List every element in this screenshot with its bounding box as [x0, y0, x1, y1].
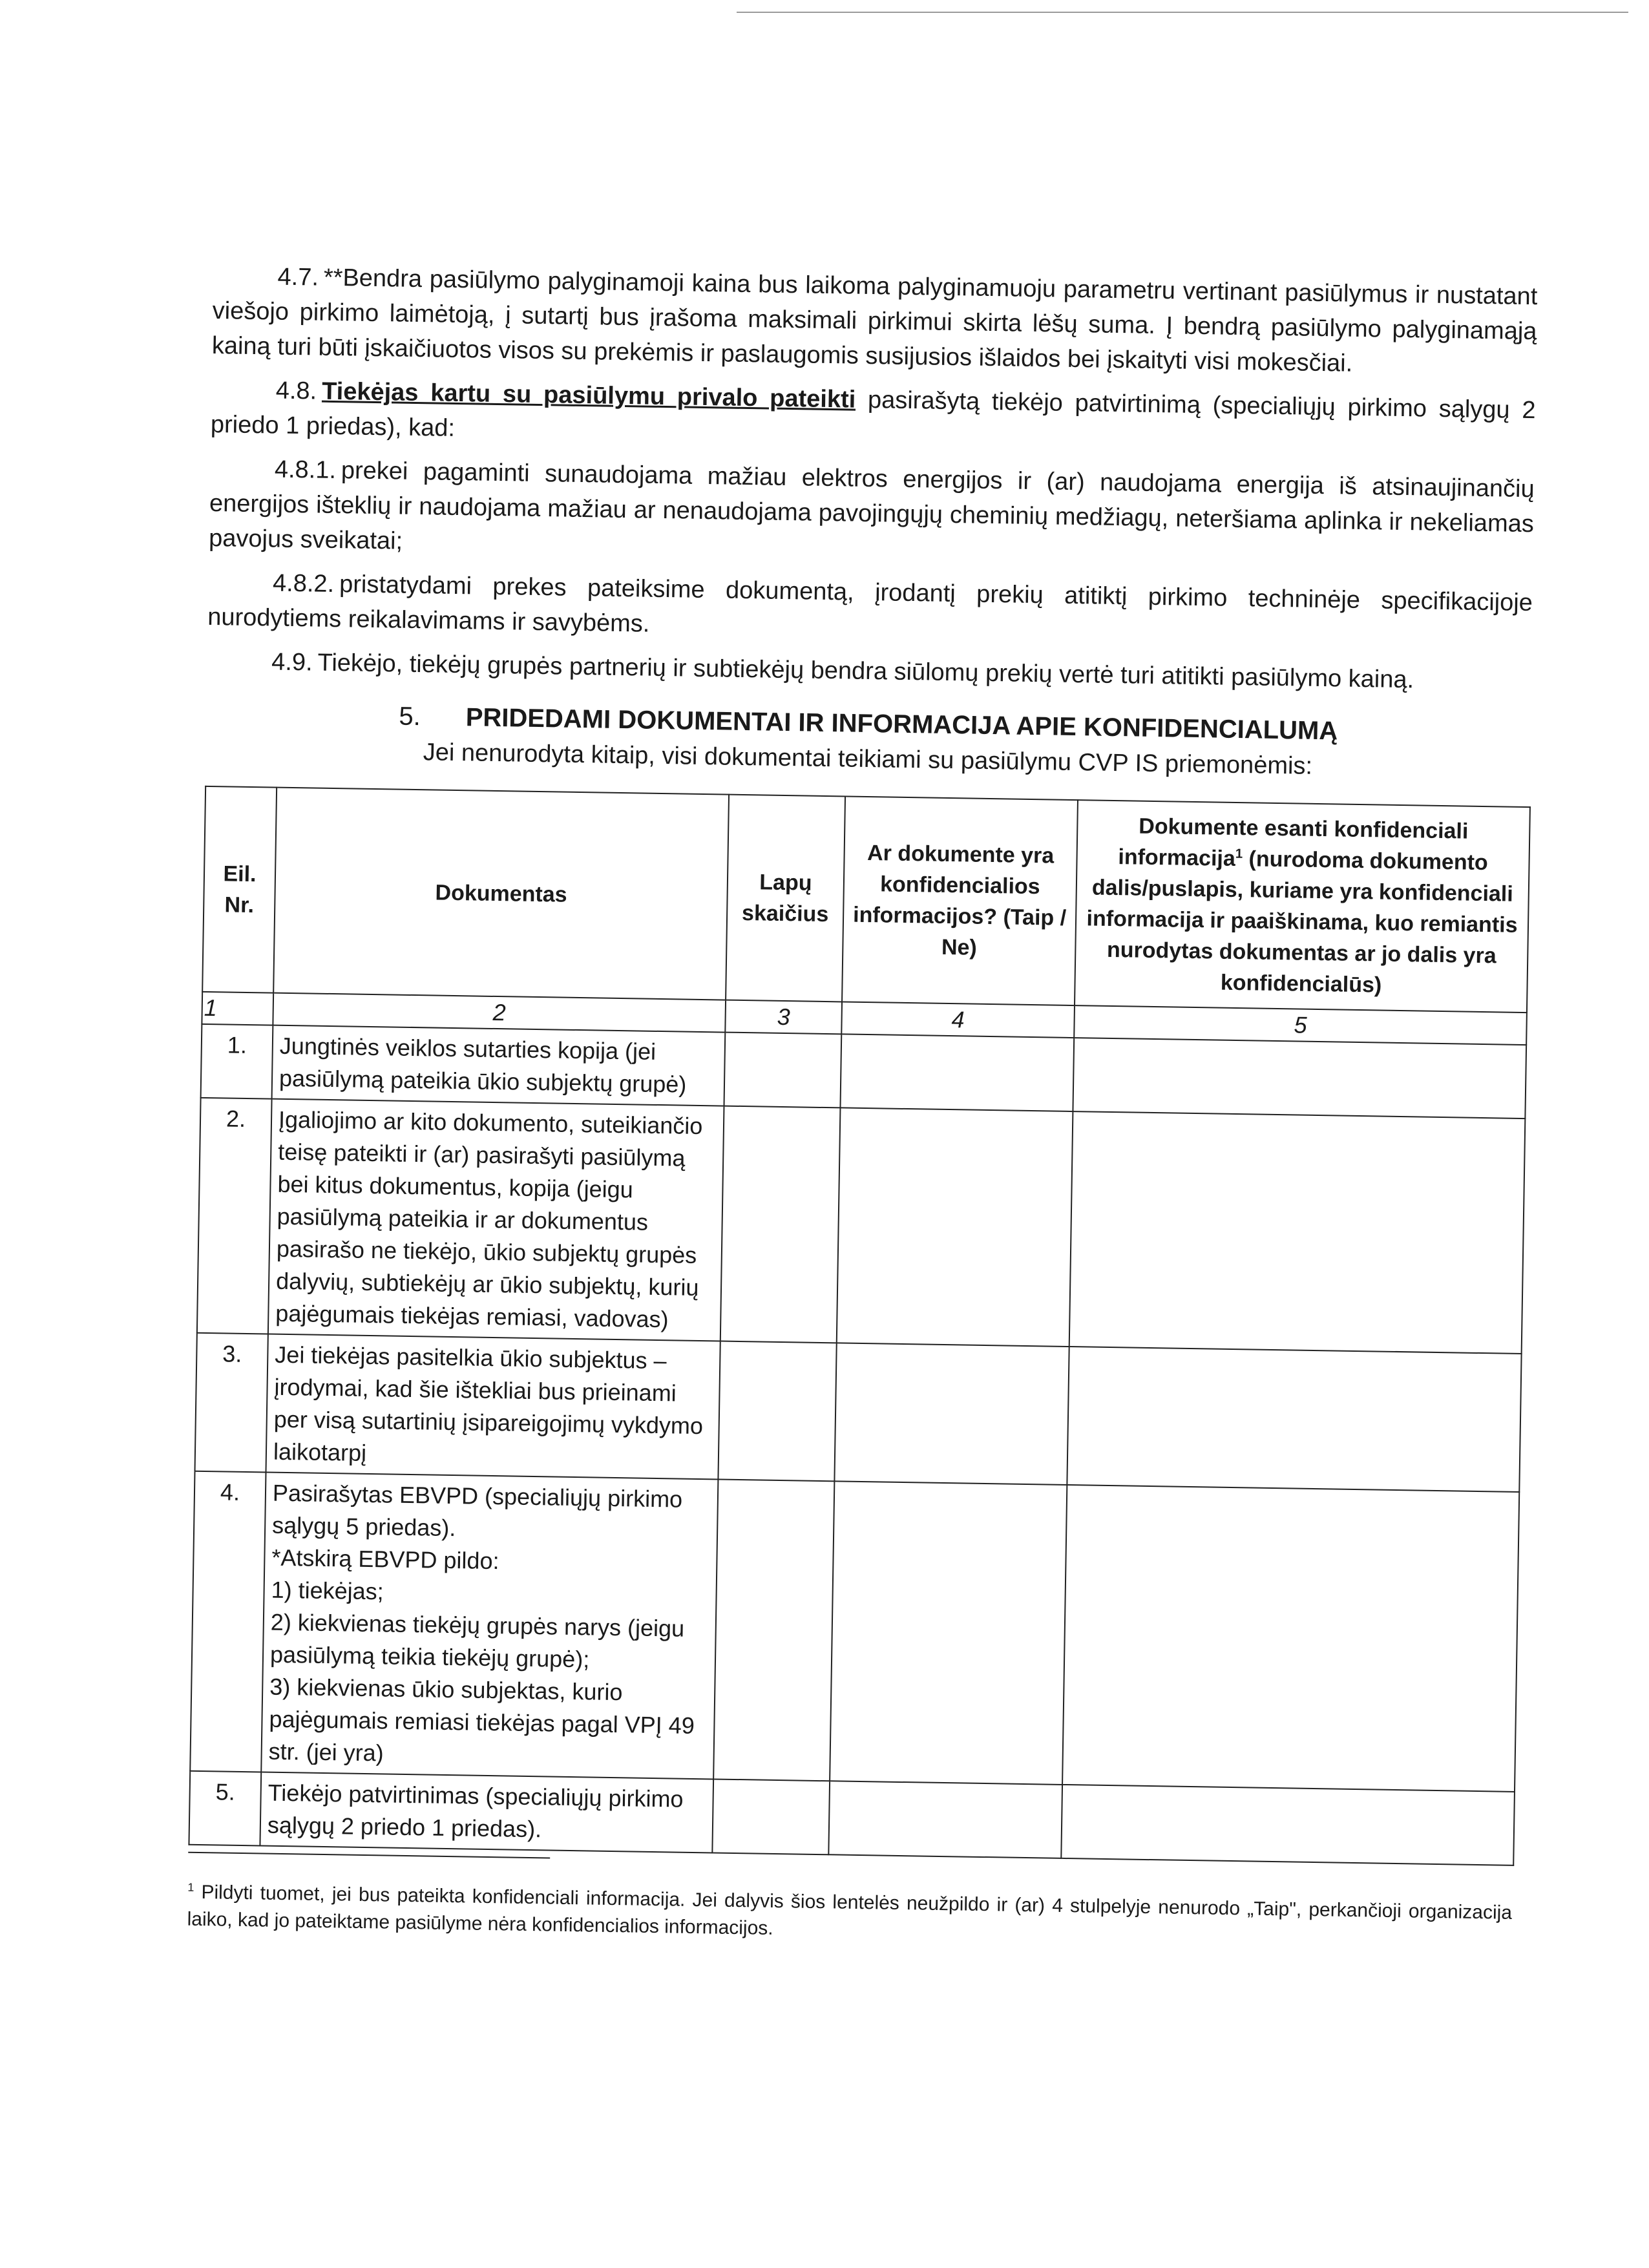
row-document-line: 1) tiekėjas; — [271, 1576, 384, 1605]
column-number: 4 — [841, 1002, 1075, 1038]
paragraph-text: pasirašytą tiekėjo patvirtinimą (specialiųjų pirkimo sąlygų 2 priedo 1 priedas), kad: — [210, 386, 1536, 442]
row-details-cell[interactable] — [1067, 1347, 1521, 1492]
column-number: 1 — [202, 992, 273, 1025]
header-details-text: Dokumente esanti konfidenciali informacija — [1118, 814, 1469, 871]
row-document: Tiekėjo patvirtinimas (specialiųjų pirkimo sąlygų 2 priedo 1 priedas). — [260, 1772, 713, 1853]
row-number: 3. — [195, 1333, 268, 1473]
row-document: Jei tiekėjas pasitelkia ūkio subjektus – įrodymai, kad šie ištekliai bus prieinami per visą sutartinių įsipareigojimų vykdymo laikotarpį — [266, 1334, 720, 1480]
table-header-row — [202, 786, 1530, 1013]
row-confidential-cell[interactable] — [834, 1343, 1069, 1485]
row-number: 4. — [190, 1471, 266, 1772]
row-confidential-cell[interactable] — [840, 1034, 1074, 1111]
paragraph-number: 4.8.2. — [272, 569, 335, 598]
paragraph-number: 4.7. — [277, 263, 319, 291]
paragraph-4-8-1 — [209, 451, 1535, 576]
row-details-cell[interactable] — [1073, 1038, 1526, 1118]
paragraph-text: Tiekėjo, tiekėjų grupės partnerių ir subtiekėjų bendra siūlomų prekių vertė turi atitikti pasiūlymo kainą. — [317, 649, 1414, 694]
row-document: Jungtinės veiklos sutarties kopija (jei pasiūlymą pateikia ūkio subjektų grupė) — [272, 1025, 726, 1106]
row-pages-cell[interactable] — [724, 1033, 841, 1108]
column-number: 3 — [725, 1000, 842, 1034]
row-pages-cell[interactable] — [712, 1779, 830, 1854]
paragraph-4-8 — [211, 372, 1536, 463]
table-row — [190, 1471, 1519, 1792]
section-number: 5. — [399, 702, 421, 731]
column-number: 5 — [1074, 1005, 1527, 1045]
document-page — [187, 258, 1538, 1973]
row-document: Įgaliojimo ar kito dokumento, suteikiančio teisę pateikti ir (ar) pasirašyti pasiūlymą bei kitus dokumentus, kopija (jeigu pasiūlymą pateikia ir ar dokumentus pasirašo ne tiekėjo, ūkio subjektų grupės dalyvių, subtiekėjų ar ūkio subjektų, kurių pajėgumais tiekėjas remiasi, vadovas) — [268, 1099, 724, 1341]
footnote-marker: 1 — [1235, 846, 1243, 861]
header-details-text: (nurodoma dokumento dalis/puslapis, kuriame yra konfidenciali informacija ir paaiškinama, kuo remiantis nurodytas dokumentas ar jo dalis yra konfidencialūs) — [1086, 846, 1518, 998]
column-number: 2 — [273, 993, 726, 1033]
row-document-line: Pasirašytas EBVPD (specialiųjų pirkimo sąlygų 5 priedas). — [271, 1479, 683, 1542]
paragraph-text: prekei pagaminti sunaudojama mažiau elektros energijos ir (ar) naudojama energija iš atsinaujinančių energijos išteklių ir naudojama mažiau ar nenaudojama pavojingųjų cheminių medžiagų, neteršiama aplinka ir nekeliamas pavojus sveikatai; — [208, 457, 1535, 555]
header-nr: Eil. Nr. — [202, 786, 277, 993]
row-pages-cell[interactable] — [720, 1106, 841, 1343]
row-confidential-cell[interactable] — [828, 1781, 1062, 1858]
section-title-text: PRIDEDAMI DOKUMENTAI IR INFORMACIJA APIE KONFIDENCIALUMĄ — [465, 703, 1338, 746]
table-row — [197, 1098, 1525, 1354]
paragraph-4-7 — [211, 258, 1537, 384]
row-details-cell[interactable] — [1069, 1111, 1526, 1354]
footnote — [187, 1879, 1512, 1954]
row-document — [261, 1473, 718, 1780]
footnote-mark: 1 — [187, 1880, 194, 1894]
row-pages-cell[interactable] — [718, 1341, 836, 1482]
header-confidential: Ar dokumente yra konfidencialios informacijos? (Taip / Ne) — [842, 796, 1078, 1005]
header-confidential-details — [1075, 800, 1530, 1013]
header-document: Dokumentas — [273, 788, 729, 1000]
header-pages: Lapų skaičius — [726, 795, 845, 1002]
row-confidential-cell[interactable] — [830, 1481, 1067, 1785]
paragraph-number: 4.8. — [275, 377, 317, 405]
footnote-separator — [188, 1852, 550, 1859]
row-details-cell[interactable] — [1062, 1485, 1519, 1792]
row-number: 1. — [201, 1024, 273, 1099]
row-pages-cell[interactable] — [713, 1480, 834, 1781]
table-row — [195, 1333, 1522, 1492]
paragraph-emphasis: Tiekėjas kartu su pasiūlymu privalo pateikti — [321, 377, 856, 414]
row-document-line: 3) kiekvienas ūkio subjektas, kurio pajėgumais remiasi tiekėjas pagal VPĮ 49 str. (jei yra) — [268, 1673, 695, 1767]
scan-edge-line — [737, 12, 1628, 13]
footnote-text: Pildyti tuomet, jei bus pateikta konfidenciali informacija. Jei dalyvis šios lentelės neužpildo ir (ar) 4 stulpelyje nenurodo „Taip", perkančioji organizacija laiko, kad jo pateiktame pasiūlyme nėra konfidencialios informacijos. — [187, 1882, 1513, 1939]
documents-table — [188, 786, 1531, 1866]
paragraph-number: 4.8.1. — [274, 456, 337, 485]
paragraph-text: pristatydami prekes pateiksime dokumentą, įrodantį prekių atitiktį pirkimo techninėje specifikacijoje nurodytiems reikalavimams ir savybėms. — [207, 571, 1533, 638]
row-number: 2. — [197, 1098, 272, 1334]
row-confidential-cell[interactable] — [837, 1108, 1073, 1347]
paragraph-number: 4.9. — [271, 648, 313, 677]
paragraph-text: **Bendra pasiūlymo palyginamoji kaina bus laikoma palyginamuoju parametru vertinant pasiūlymus ir nustatant viešojo pirkimo laimėtoją, į sutartį bus įrašoma maksimali pirkimui skirta lėšų suma. Į bendrą pasiūlymo palyginamąją kainą turi būti įskaičiuotos visos su prekėmis ir paslaugomis susijusios išlaidos bei įskaityti visi mokesčiai. — [211, 264, 1538, 377]
paragraph-4-8-2 — [207, 565, 1533, 655]
row-number: 5. — [189, 1771, 261, 1846]
section-subtitle: Jei nenurodyta kitaip, visi dokumentai teikiami su pasiūlymu CVP IS priemonėmis: — [423, 739, 1313, 780]
row-document-line: *Atskirą EBVPD pildo: — [271, 1544, 499, 1575]
row-details-cell[interactable] — [1061, 1785, 1515, 1865]
row-document-line: 2) kiekvienas tiekėjų grupės narys (jeigu pasiūlymą teikia tiekėjų grupė); — [269, 1608, 685, 1673]
